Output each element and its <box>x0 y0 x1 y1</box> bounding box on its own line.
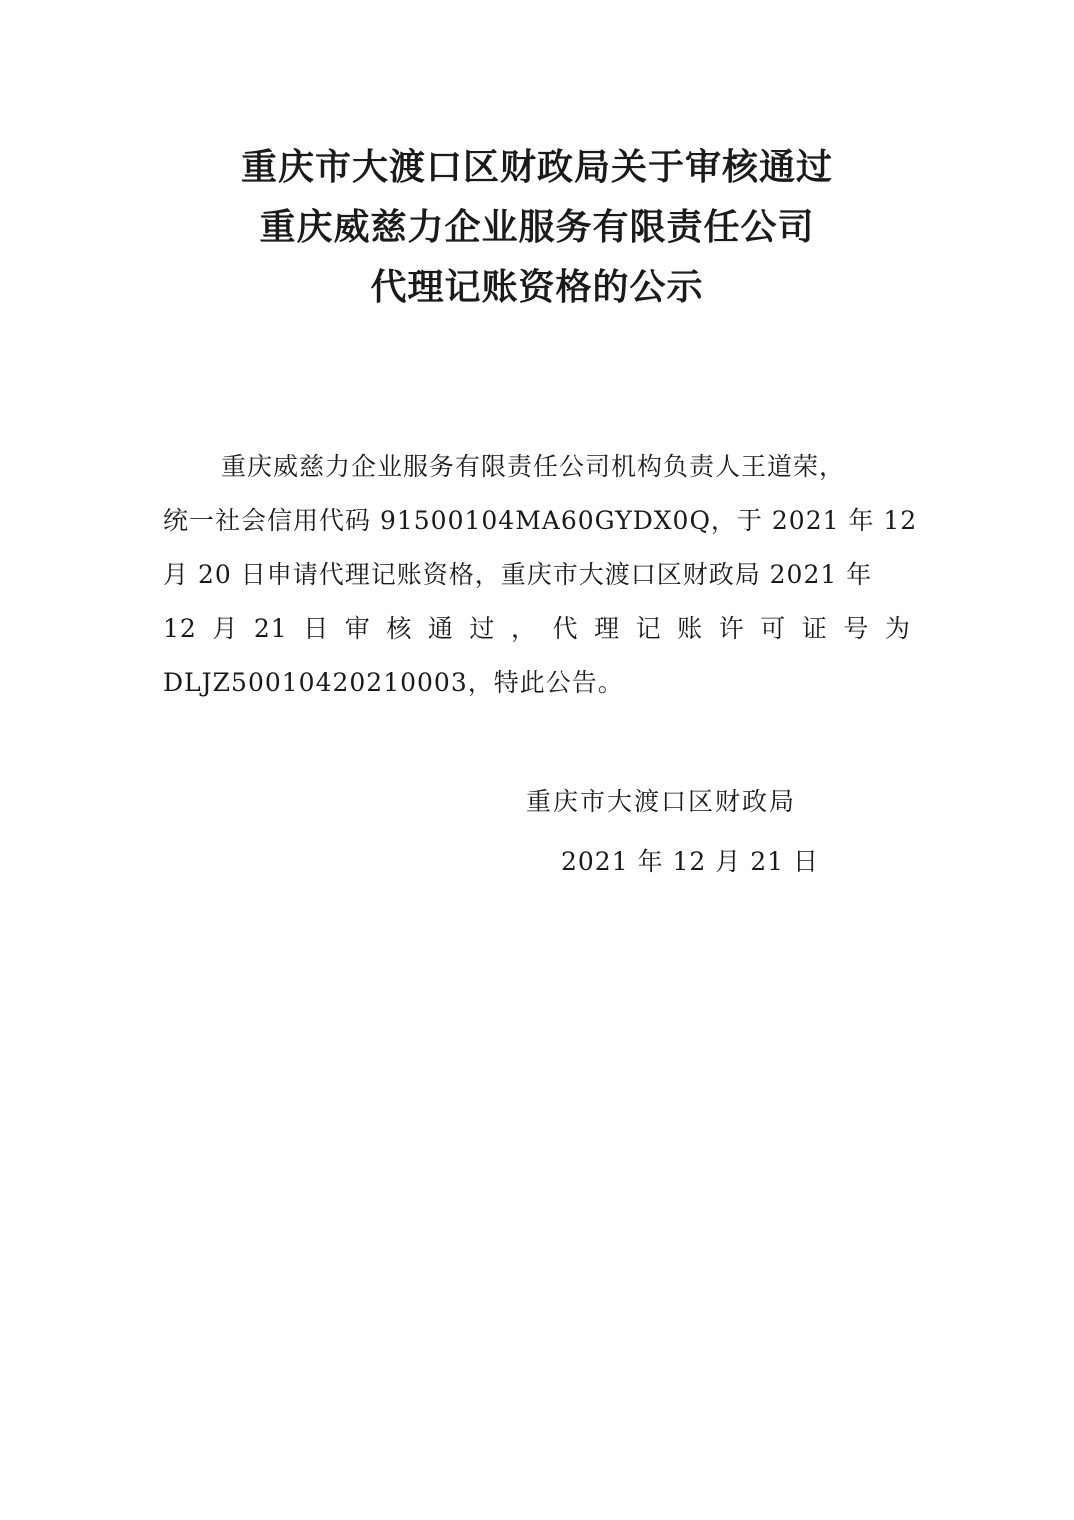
body-line-4-token: 审 <box>344 614 371 643</box>
body-line-4-token: 账 <box>677 614 704 643</box>
body-line-4-token: 通 <box>427 614 454 643</box>
title-line-3: 代理记账资格的公示 <box>370 267 704 308</box>
body-line-4-token: 12 <box>163 614 197 643</box>
body-line-4-token: 核 <box>386 614 413 643</box>
body-line-4 <box>163 602 911 656</box>
body-line-2: 统一社会信用代码 91500104MA60GYDX0Q，于 2021 年 12 <box>163 506 918 535</box>
body-line-4-token: 月 <box>212 614 239 643</box>
body-line-4-token: 号 <box>843 614 870 643</box>
body-line-4-token: 证 <box>801 614 828 643</box>
body-line-1: 重庆威慈力企业服务有限责任公司机构负责人王道荣， <box>221 452 846 481</box>
announcement-body <box>163 440 918 710</box>
body-line-4-token: ， <box>510 614 537 643</box>
body-line-4-token: 为 <box>884 614 911 643</box>
body-line-4-token: 21 <box>253 614 288 643</box>
body-line-3: 月 20 日申请代理记账资格，重庆市大渡口区财政局 2021 年 <box>163 560 873 589</box>
body-line-4-token: 理 <box>594 614 621 643</box>
body-line-4-token: 许 <box>718 614 745 643</box>
issue-date: 2021 年 12 月 21 日 <box>561 847 819 876</box>
body-line-4-token: 过 <box>469 614 496 643</box>
body-line-4-token: 可 <box>760 614 787 643</box>
issuing-organization: 重庆市大渡口区财政局 <box>526 787 797 816</box>
title-line-1: 重庆市大渡口区财政局关于审核通过 <box>240 147 833 188</box>
document-title <box>0 138 1074 318</box>
title-line-2: 重庆威慈力企业服务有限责任公司 <box>259 207 815 248</box>
body-line-4-token: 日 <box>303 614 330 643</box>
body-line-4-token: 记 <box>635 614 662 643</box>
body-line-4-token: 代 <box>552 614 579 643</box>
body-line-5: DLJZ50010420210003，特此公告。 <box>163 668 624 697</box>
